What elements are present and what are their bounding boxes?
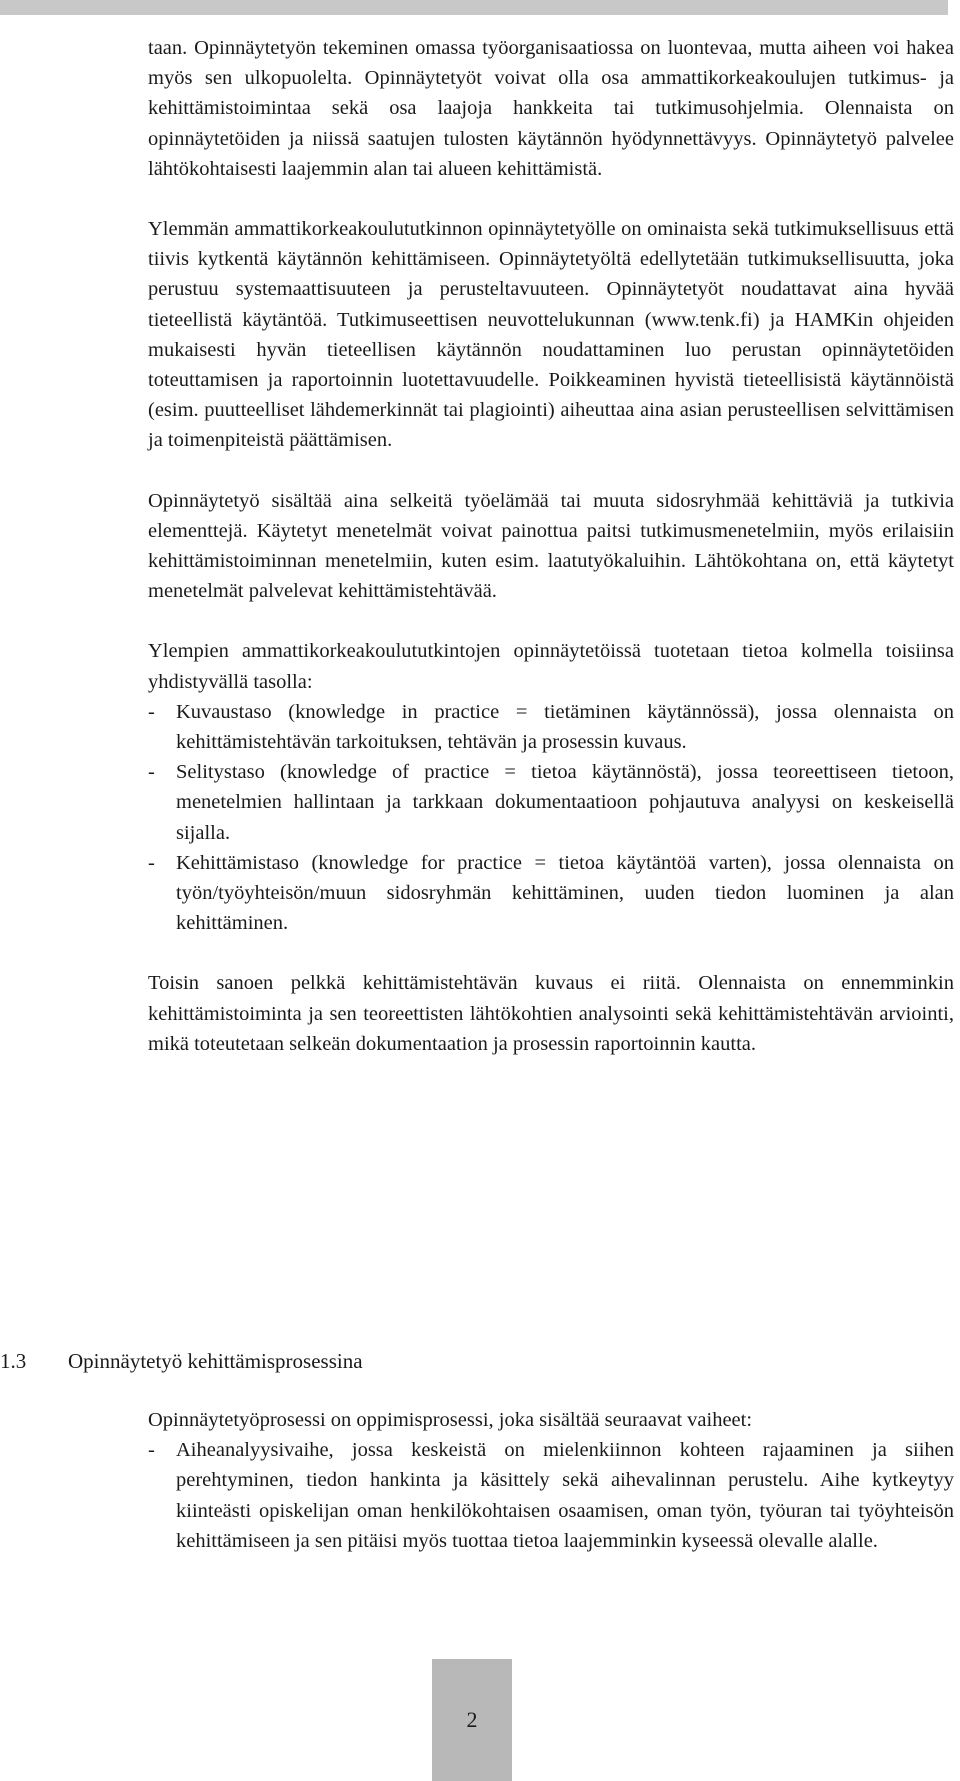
list-item [148, 848, 954, 939]
section-title: Opinnäytetyö kehittämisprosessina [68, 1349, 363, 1373]
list-item-text: Kuvaustaso (knowledge in practice = tietäminen käytännössä), jossa olennaista on kehittämistehtävän tarkoituksen, tehtävän ja prosessin kuvaus. [176, 700, 954, 754]
paragraph-levels-intro: Ylempien ammattikorkeakoulututkintojen opinnäytetöissä tuotetaan tietoa kolmella toisiinsa yhdistyvällä tasolla: [148, 640, 954, 693]
list-item-text: Aiheanalyysivaihe, jossa keskeistä on mielenkiinnon kohteen rajaaminen ja siihen perehtyminen, tiedon hankinta ja käsittely sekä aihevalinnan perustelu. Aihe kytkeytyy kiinteästi opiskelijan oman henkilökohtaisen osaamisen, oman työn, työuran tai työyhteisön kehittämiseen ja sen pitäisi myös tuottaa tietoa laajemminkin kyseessä olevalle alalle. [176, 1439, 954, 1552]
section-body [148, 1405, 954, 1556]
paragraph-continuation: taan. Opinnäytetyön tekeminen omassa työorganisaatiossa on luontevaa, mutta aiheen voi hakea myös sen ulkopuolelta. Opinnäytetyöt voivat olla osa ammattikorkeakoulujen tutkimus- ja kehittämistoimintaa sekä osa laajoja hankkeita tai tutkimusohjelmia. Olennaista on opinnäytetöiden ja niissä saatujen tulosten käytännön hyödynnettävyys. Opinnäytetyö palvelee lähtökohtaisesti laajemmin alan tai alueen kehittämistä. [148, 37, 954, 180]
top-scrollbar-strip [0, 0, 948, 15]
document-body [148, 33, 954, 1059]
dash-bullet: - [148, 851, 155, 874]
paragraph-process-intro: Opinnäytetyöprosessi on oppimisprosessi, joka sisältää seuraavat vaiheet: [148, 1409, 753, 1431]
page-number-box [432, 1659, 512, 1781]
list-item [148, 1435, 954, 1556]
paragraph-methods: Opinnäytetyö sisältää aina selkeitä työelämää tai muuta sidosryhmää kehittäviä ja tutkivia elementtejä. Käytetyt menetelmät voivat painottua paitsi tutkimusmenetelmiin, myös erilaisiin kehittämistoiminnan menetelmiin, kuten esim. laatutyökaluihin. Lähtökohtana on, että käytetyt menetelmät palvelevat kehittämistehtävää. [148, 489, 954, 603]
section-number: 1.3 [0, 1349, 27, 1373]
list-item-text: Kehittämistaso (knowledge for practice = tietoa käytäntöä varten), jossa olennaista on työn/työyhteisön/muun sidosryhmän kehittäminen, uuden tiedon luominen ja alan kehittäminen. [176, 851, 954, 935]
list-item [148, 697, 954, 757]
paragraph-closing: Toisin sanoen pelkkä kehittämistehtävän kuvaus ei riitä. Olennaista on ennemminkin kehittämistoiminta ja sen teoreettisten lähtökohtien analysointi sekä kehittämistehtävän arviointi, mikä toteutetaan selkeän dokumentaation ja prosessin raportoinnin kautta. [148, 972, 954, 1055]
page-number: 2 [466, 1707, 478, 1732]
process-phases-list [148, 1435, 954, 1556]
knowledge-levels-list [148, 697, 954, 939]
list-item [148, 757, 954, 848]
list-item-text: Selitystaso (knowledge of practice = tietoa käytännöstä), jossa teoreettiseen tietoon, menetelmien hallintaan ja tarkkaan dokumentaatioon pohjautuva analyysi on keskeisellä sijalla. [176, 761, 954, 844]
section-heading [0, 1346, 363, 1376]
dash-bullet: - [148, 700, 155, 723]
paragraph-research: Ylemmän ammattikorkeakoulututkinnon opinnäytetyölle on ominaista sekä tutkimuksellisuus että tiivis kytkentä käytännön kehittämiseen. Opinnäytetyöltä edellytetään tutkimuksellisuutta, joka perustuu systemaattisuuteen ja perusteltavuuteen. Opinnäytetyöt noudattavat aina hyvää tieteellistä käytäntöä. Tutkimuseettisen neuvottelukunnan (www.tenk.fi) ja HAMKin ohjeiden mukaisesti hyvän tieteellisen käytännön noudattaminen luo perustan opinnäytetöiden toteuttamisen ja raportoinnin luotettavuudelle. Poikkeaminen hyvistä tieteellisistä käytännöistä (esim. puutteelliset lähdemerkinnät tai plagiointi) aiheuttaa aina asian perusteellisen selvittämisen ja toimenpiteistä päättämisen. [148, 218, 954, 452]
dash-bullet: - [148, 761, 155, 784]
dash-bullet: - [148, 1439, 155, 1462]
